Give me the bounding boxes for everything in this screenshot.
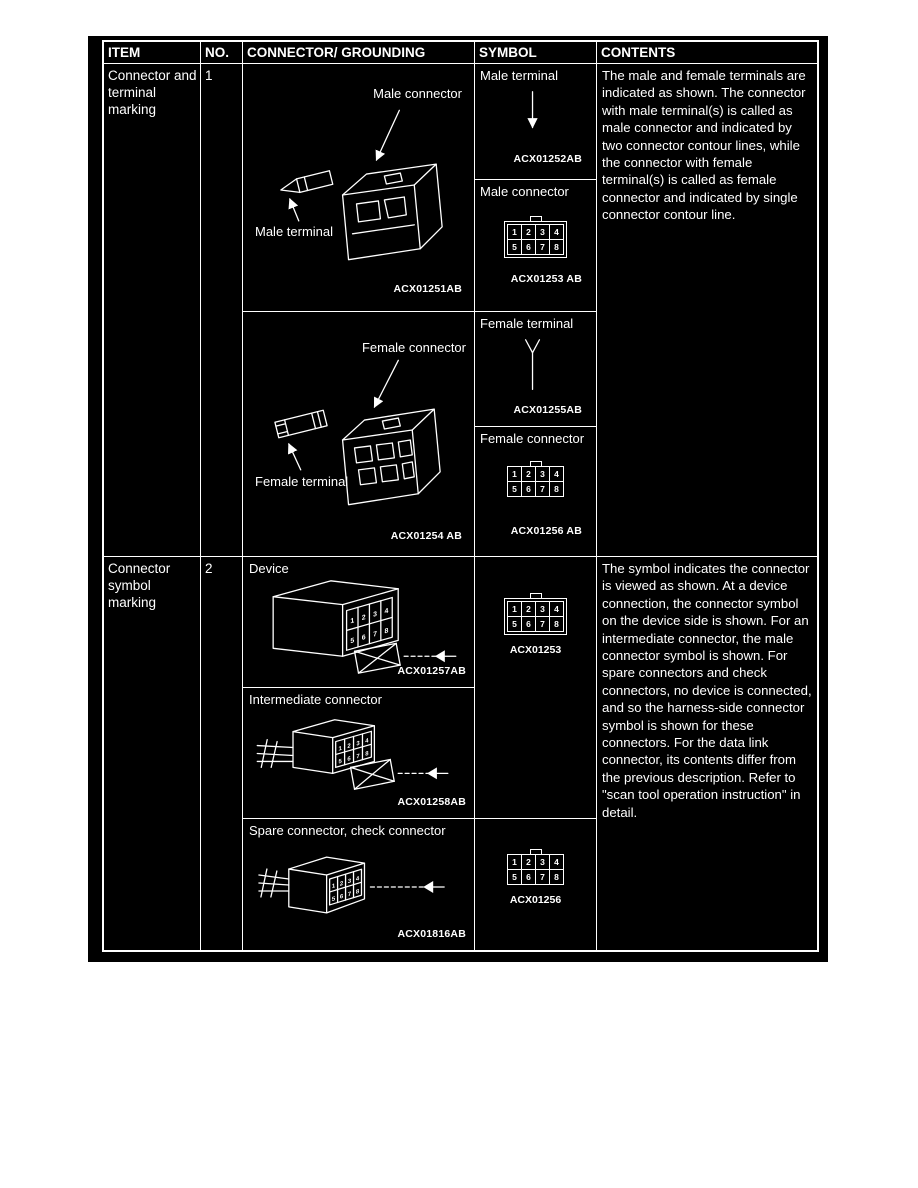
- spare-symbol-cell: [475, 819, 596, 950]
- wiring-table-figure: [88, 36, 828, 962]
- intermediate-connector-label: Intermediate connector: [249, 692, 382, 707]
- figure-code: ACX01255AB: [513, 404, 582, 416]
- device-symbol-cell: [475, 557, 596, 819]
- figure-code: ACX01256: [509, 894, 562, 906]
- symbol-cell-1: [475, 64, 597, 556]
- item-label-2: Connector symbol marking: [104, 557, 201, 950]
- figure-code: ACX01253 AB: [510, 273, 582, 285]
- svg-text:8: 8: [355, 888, 360, 896]
- spare-check-connector-diagram: [243, 819, 474, 950]
- male-connector-symbol-label: Male connector: [480, 184, 569, 199]
- pin-number: 6: [522, 240, 535, 254]
- header-contents: CONTENTS: [601, 45, 676, 60]
- pin-number: 6: [522, 870, 535, 884]
- female-connector-symbol-icon: [507, 849, 564, 885]
- header-item: ITEM: [104, 42, 201, 63]
- male-connector-symbol-icon: [504, 593, 567, 635]
- svg-text:7: 7: [373, 629, 378, 639]
- pin-number: 4: [550, 225, 563, 239]
- figure-code: ACX01252AB: [513, 153, 582, 165]
- svg-text:4: 4: [384, 606, 389, 616]
- pin-number: 3: [536, 225, 549, 239]
- svg-text:5: 5: [331, 895, 336, 904]
- header-connector-grounding: CONNECTOR/ GROUNDING: [243, 42, 475, 63]
- figure-code: ACX01253: [509, 644, 562, 656]
- svg-text:5: 5: [350, 636, 355, 646]
- row-number-1: 1: [201, 64, 243, 556]
- male-terminal-callout: Male terminal: [255, 224, 334, 239]
- female-connector-symbol-label: Female connector: [480, 431, 585, 446]
- contents-text-1: The male and female terminals are indicated as shown. The connector with male terminal(s) is called as male connector and indicated by two connector contour lines, while the connector with female terminal(s) is called as female connector and indicated by single connector contour line.: [602, 68, 806, 223]
- view-arrow-icon: [435, 650, 445, 662]
- svg-text:3: 3: [356, 740, 360, 748]
- row-connector-symbol-marking: [104, 557, 817, 950]
- contents-text-2: The symbol indicates the connector is viewed as shown. At a device connection, the connector symbol on the device side is shown. For an intermediate connector, the male connector symbol is shown. For spare connectors and check connectors, no device is connected, and so the harness-side connector symbol is shown for these connectors. For the data link connector, its contents differ from the previous description. Refer to "scan tool operation instruction" in detail.: [602, 561, 812, 820]
- pin-number: 5: [508, 482, 521, 496]
- header-no: NO.: [201, 42, 243, 63]
- pin-number: 5: [508, 240, 521, 254]
- female-connector-callout: Female connector: [361, 340, 466, 355]
- svg-text:1: 1: [350, 616, 355, 626]
- pin-number: 1: [508, 602, 521, 616]
- male-terminal-symbol-label: Male terminal: [480, 68, 559, 83]
- svg-text:1: 1: [338, 745, 342, 753]
- pin-number: 6: [522, 617, 535, 631]
- pin-number: 7: [536, 617, 549, 631]
- pin-number: 1: [508, 855, 521, 869]
- svg-text:6: 6: [361, 633, 366, 642]
- pin-number: 2: [522, 855, 535, 869]
- pin-number: 8: [550, 482, 563, 496]
- device-diagram: [243, 557, 474, 688]
- view-arrow-icon: [427, 767, 437, 779]
- svg-text:2: 2: [347, 743, 351, 751]
- item-label-1: Connector and terminal marking: [104, 64, 201, 556]
- svg-text:2: 2: [339, 879, 344, 888]
- header-symbol: SYMBOL: [475, 42, 597, 63]
- female-connector-diagram: [243, 312, 474, 556]
- pin-number: 5: [508, 870, 521, 884]
- figure-code: ACX01816AB: [397, 928, 466, 940]
- symbol-cell-2: [475, 557, 597, 950]
- male-connector-callout: Male connector: [373, 86, 462, 101]
- pin-number: 1: [508, 467, 521, 481]
- pin-number: 2: [522, 602, 535, 616]
- view-arrow-icon: [423, 881, 433, 893]
- female-terminal-symbol-cell: [475, 312, 596, 427]
- pin-number: 8: [550, 870, 563, 884]
- device-label: Device: [249, 561, 289, 576]
- figure-code: ACX01254 AB: [390, 530, 462, 542]
- connector-marking-table: [102, 40, 819, 952]
- connector-diagram-cell-2: [243, 557, 475, 950]
- svg-text:2: 2: [361, 613, 366, 623]
- pin-grid: [508, 467, 563, 496]
- pin-number: 8: [550, 617, 563, 631]
- intermediate-connector-diagram: [243, 688, 474, 819]
- pin-grid: [508, 225, 563, 254]
- pin-number: 6: [522, 482, 535, 496]
- table-header-row: [104, 42, 817, 64]
- pin-number: 7: [536, 482, 549, 496]
- pin-number: 5: [508, 617, 521, 631]
- figure-code: ACX01257AB: [397, 665, 466, 677]
- pin-number: 3: [536, 467, 549, 481]
- svg-text:8: 8: [384, 626, 389, 636]
- male-connector-symbol-icon: [504, 216, 567, 258]
- pin-number: 1: [508, 225, 521, 239]
- pin-number: 3: [536, 855, 549, 869]
- spare-connector-label: Spare connector, check connector: [249, 823, 446, 838]
- svg-text:3: 3: [373, 609, 378, 619]
- pin-number: 4: [550, 602, 563, 616]
- male-terminal-pin: [279, 171, 333, 197]
- svg-text:6: 6: [339, 892, 344, 901]
- male-terminal-symbol-cell: [475, 64, 596, 180]
- male-connector-diagram: [243, 64, 474, 312]
- figure-code: ACX01251AB: [393, 283, 462, 295]
- figure-code: ACX01258AB: [397, 796, 466, 808]
- pin-number: 7: [536, 240, 549, 254]
- female-terminal-symbol-label: Female terminal: [480, 316, 574, 331]
- svg-text:4: 4: [365, 738, 369, 745]
- female-connector-symbol-cell: [475, 427, 596, 556]
- connector-diagram-cell-1: [243, 64, 475, 556]
- pin-number: 2: [522, 467, 535, 481]
- female-terminal-socket: [275, 410, 327, 438]
- row-number-2: 2: [201, 557, 243, 950]
- pin-number: 3: [536, 602, 549, 616]
- svg-text:1: 1: [331, 882, 336, 891]
- male-connector-art: [243, 64, 474, 311]
- svg-text:8: 8: [365, 751, 369, 758]
- svg-text:7: 7: [347, 890, 352, 899]
- figure-code: ACX01256 AB: [510, 525, 582, 537]
- svg-text:6: 6: [347, 756, 351, 764]
- pin-number: 4: [550, 855, 563, 869]
- svg-text:4: 4: [355, 875, 360, 883]
- svg-text:3: 3: [347, 877, 352, 886]
- pin-grid: [508, 602, 563, 631]
- pin-number: 8: [550, 240, 563, 254]
- pin-number: 7: [536, 870, 549, 884]
- female-connector-symbol-icon: [507, 461, 564, 497]
- female-terminal-callout: Female terminal: [255, 474, 349, 489]
- pin-number: 4: [550, 467, 563, 481]
- male-connector-symbol-cell: [475, 180, 596, 312]
- svg-text:5: 5: [338, 758, 342, 766]
- pin-grid: [508, 855, 563, 884]
- row-connector-terminal-marking: [104, 64, 817, 557]
- svg-text:7: 7: [356, 753, 360, 761]
- pin-number: 2: [522, 225, 535, 239]
